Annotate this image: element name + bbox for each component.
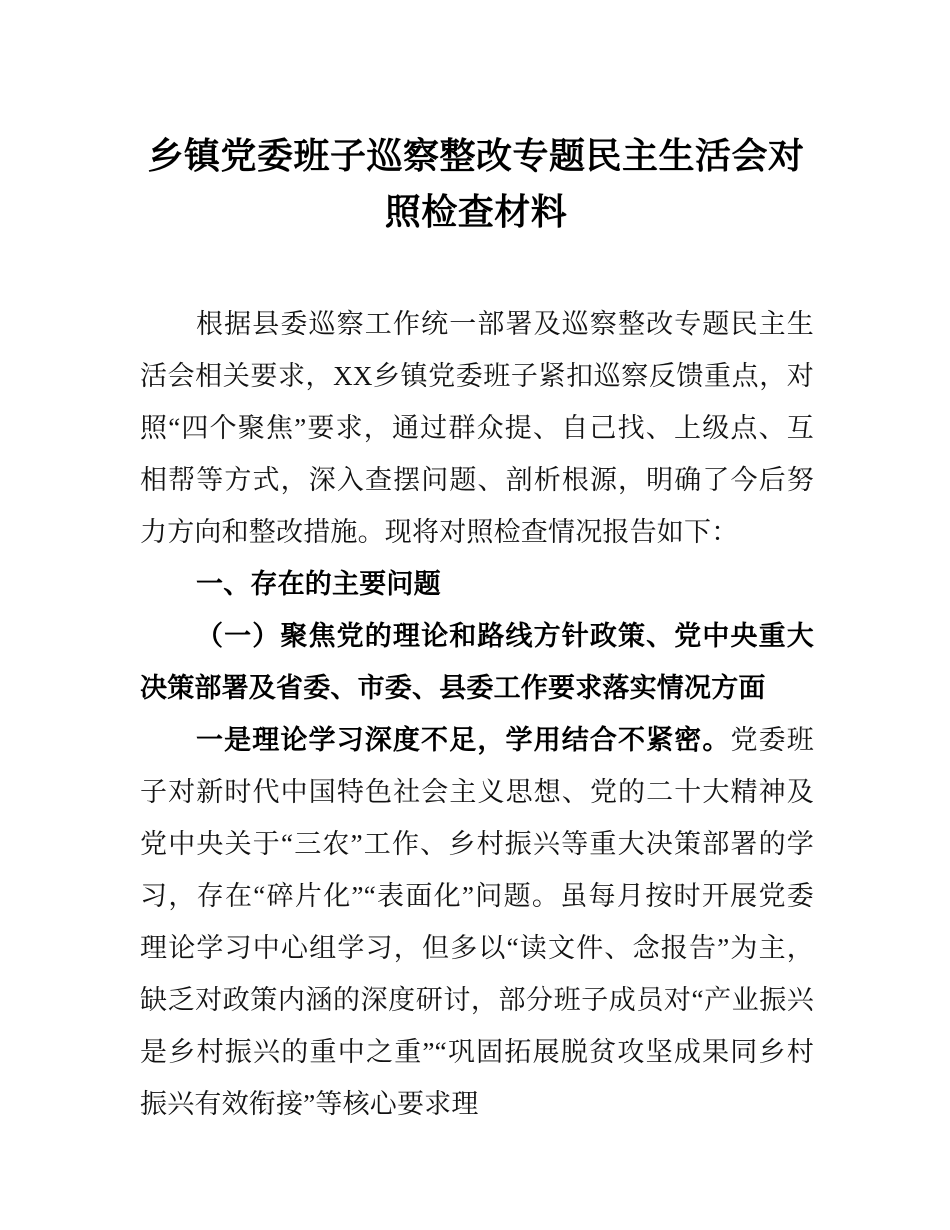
section-heading-1: 一、存在的主要问题 [196,569,441,599]
subsection-heading-1: （一）聚焦党的理论和路线方针政策、党中央重大决策部署及省委、市委、县委工作要求落实情况方面 [140,621,814,703]
document-title: 乡镇党委班子巡察整改专题民主生活会对照检查材料 [147,136,805,233]
document-body [140,298,814,1130]
item-1-paragraph [140,714,814,1130]
item-1-body: 党委班子对新时代中国特色社会主义思想、党的二十大精神及党中央关于“三农”工作、乡村振兴等重大决策部署的学习，存在“碎片化”“表面化”问题。虽每月按时开展党委理论学习中心组学习，但多以“读文件、念报告”为主，缺乏对政策内涵的深度研讨，部分班子成员对“产业振兴是乡村振兴的重中之重”“巩固拓展脱贫攻坚成果同乡村振兴有效衔接”等核心要求理 [140,725,814,1119]
preamble-paragraph: 根据县委巡察工作统一部署及巡察整改专题民主生活会相关要求，XX乡镇党委班子紧扣巡察反馈重点，对照“四个聚焦”要求，通过群众提、自己找、上级点、互相帮等方式，深入查摆问题、剖析根源，明确了今后努力方向和整改措施。现将对照检查情况报告如下： [140,309,814,547]
item-1-lead: 一是理论学习深度不足，学用结合不紧密。 [196,725,731,755]
